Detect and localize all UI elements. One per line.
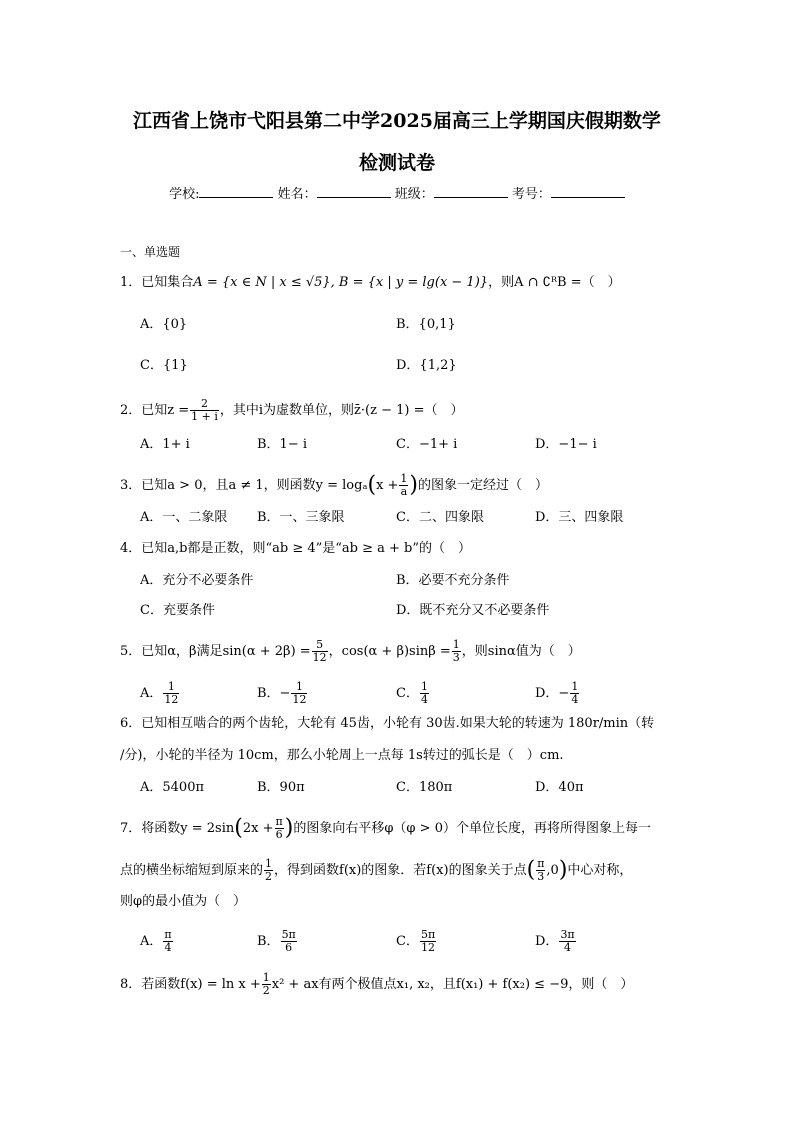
q5-a-fraction <box>163 681 179 706</box>
number-blank <box>551 185 625 198</box>
q6-number: 6． <box>120 716 142 731</box>
q7-h-den: 2 <box>265 870 273 883</box>
q3-frac-den: a <box>400 485 408 498</box>
name-blank <box>317 185 391 198</box>
q3-fraction <box>399 473 408 498</box>
school-label: 学校: <box>169 187 200 202</box>
q5-option-c <box>396 681 430 706</box>
q7-option-a <box>140 929 174 954</box>
q7-f-den: 6 <box>275 828 283 841</box>
q1-option-a: A．{0} <box>140 317 188 332</box>
q4-option-d: D．既不充分又不必要条件 <box>396 603 550 618</box>
q6-line1: 已知相互啮合的两个齿轮，大轮有 45齿，小轮有 30齿.如果大轮的转速为 180r/min（转 <box>141 716 655 731</box>
q7-d-num: 3π <box>560 928 575 941</box>
question-7 <box>120 816 651 841</box>
q2-number: 2． <box>120 403 142 418</box>
q7-b-label: B． <box>257 934 280 949</box>
q5-option-d <box>535 681 580 706</box>
q7-number: 7． <box>120 821 142 836</box>
q5-b-label: B．− <box>257 686 291 701</box>
q6-option-b: B．90π <box>257 780 305 795</box>
q5-fraction-1 <box>312 639 328 664</box>
q1-tail: ，则A ∩ ∁ᴿB =（ ） <box>488 275 621 290</box>
q1-set-a: A = {x ∈ N | x ≤ √5} <box>193 275 331 290</box>
q7-f-num: π <box>275 815 283 828</box>
q2-option-a: A．1+ i <box>140 437 190 452</box>
question-5 <box>120 639 581 664</box>
q5-f1-num: 5 <box>312 639 328 652</box>
q7-line2-mid: ，得到函数f(x)的图象．若f(x)的图象关于点 <box>274 863 527 878</box>
q3-open-paren: ( <box>367 472 377 498</box>
q7-close-paren: ) <box>284 815 294 841</box>
q6-option-a: A．5400π <box>140 780 205 795</box>
class-blank <box>434 185 508 198</box>
q5-d-num: 1 <box>571 680 579 693</box>
q5-a-num: 1 <box>163 681 179 694</box>
q8-number: 8． <box>120 977 142 992</box>
q3-number: 3． <box>120 478 142 493</box>
q7-a-fraction <box>163 929 172 954</box>
q5-fraction-2 <box>452 639 461 664</box>
q4-number: 4． <box>120 541 142 556</box>
q3-option-d: D．三、四象限 <box>535 510 624 525</box>
q7-a-num: π <box>164 928 172 941</box>
q7-d-den: 4 <box>564 941 572 954</box>
q3-frac-num: 1 <box>400 472 408 485</box>
question-3 <box>120 473 548 498</box>
q3-option-a: A．一、二象限 <box>140 510 228 525</box>
q7-point-open: ( <box>526 857 536 883</box>
q5-d-label: D．− <box>535 686 570 701</box>
q8-fraction <box>262 972 271 997</box>
q4-text: 已知a,b都是正数，则“ab ≥ 4”是“ab ≥ a + b”的（ ） <box>141 541 472 556</box>
question-8 <box>120 972 633 997</box>
q7-a-den: 4 <box>164 941 172 954</box>
q2-tail: ，其中i为虚数单位，则z̄·(z − 1) =（ ） <box>219 403 464 418</box>
question-2 <box>120 398 463 423</box>
q7-line-2 <box>120 858 632 883</box>
q1-option-b: B．{0,1} <box>396 317 456 332</box>
q7-lead: 将函数y = 2sin <box>141 821 235 836</box>
q5-b-fraction <box>291 681 307 706</box>
title-line-1: 江西省上饶市弋阳县第二中学2025届高三上学期国庆假期数学 <box>133 110 661 132</box>
q7-half-fraction <box>264 858 273 883</box>
q6-option-d: D．40π <box>535 780 584 795</box>
q5-c-num: 1 <box>420 680 428 693</box>
q5-tail: ，则sinα值为（ ） <box>461 644 581 659</box>
q7-option-d <box>535 929 577 954</box>
q7-line2-lead: 点的横坐标缩短到原来的 <box>120 863 264 878</box>
q7-line2-tail: 中心对称， <box>567 863 633 878</box>
q6-line2: /分)，小轮的半径为 10cm，那么小轮周上一点每 1s转过的弧长是（ ）cm. <box>120 748 564 763</box>
q7-a-label: A． <box>140 934 163 949</box>
q5-d-den: 4 <box>571 693 579 706</box>
q5-option-b <box>257 681 308 706</box>
q1-lead: 已知集合 <box>141 275 194 290</box>
q5-d-fraction <box>570 681 579 706</box>
q7-open-paren: ( <box>234 815 243 841</box>
student-info <box>0 183 794 202</box>
class-label: 班级： <box>394 187 434 202</box>
section-heading: 一、单选题 <box>120 245 181 259</box>
q5-option-a <box>140 681 180 706</box>
q5-lead: 已知α，β满足sin(α + 2β) = <box>141 644 311 659</box>
title-line-2: 检测试卷 <box>358 152 435 174</box>
q7-h-num: 1 <box>265 857 273 870</box>
q7-c-den: 12 <box>421 941 436 954</box>
q7-fraction <box>275 816 284 841</box>
q5-f2-num: 1 <box>452 638 460 651</box>
q7-option-c <box>396 929 437 954</box>
q8-f-num: 1 <box>262 971 270 984</box>
q5-a-label: A． <box>140 686 163 701</box>
question-4 <box>120 541 471 557</box>
q8-tail: x² + ax有两个极值点x₁, x₂，且f(x₁) + f(x₂) ≤ −9，则（ ） <box>271 977 634 992</box>
q5-f1-den: 12 <box>312 651 327 664</box>
q3-tail: 的图象一定经过（ ） <box>418 478 549 493</box>
q4-option-c: C．充要条件 <box>140 603 215 618</box>
q5-mid: ，cos(α + β)sinβ = <box>328 644 451 659</box>
q7-inner: 2x + <box>242 821 274 836</box>
q2-frac-num: 2 <box>190 398 219 411</box>
q3-option-c: C．二、四象限 <box>396 510 484 525</box>
q3-lead: 已知a > 0，且a ≠ 1，则函数y = logₐ <box>141 478 368 493</box>
q2-option-c: C．−1+ i <box>396 437 458 452</box>
q7-p-num: π <box>537 857 545 870</box>
q7-option-b <box>257 929 298 954</box>
q2-frac-den: 1 + i <box>191 410 218 423</box>
q2-lead: 已知z = <box>141 403 190 418</box>
q5-b-num: 1 <box>291 681 307 694</box>
q2-fraction <box>190 398 219 423</box>
school-blank <box>199 185 273 198</box>
question-1 <box>120 275 621 291</box>
q1-number: 1． <box>120 275 142 290</box>
q5-c-label: C． <box>396 686 419 701</box>
q5-f2-den: 3 <box>452 651 460 664</box>
q7-p-den: 3 <box>537 870 545 883</box>
number-label: 考号： <box>511 187 551 202</box>
q7-line-3: 则φ的最小值为（ ） <box>120 894 247 909</box>
q7-b-num: 5π <box>281 928 296 941</box>
q5-c-den: 4 <box>420 693 428 706</box>
q5-b-den: 12 <box>292 693 307 706</box>
q1-option-d: D．{1,2} <box>396 358 457 373</box>
q7-d-label: D． <box>535 934 559 949</box>
q3-close-paren: ) <box>409 472 419 498</box>
q8-f-den: 2 <box>262 984 270 997</box>
q8-lead: 若函数f(x) = ln x + <box>141 977 261 992</box>
q1-set-b: , B = {x | y = lg(x − 1)} <box>330 275 489 290</box>
q3-inner: x + <box>376 478 399 493</box>
q7-c-label: C． <box>396 934 419 949</box>
q4-option-a: A．充分不必要条件 <box>140 573 254 588</box>
q4-option-b: B．必要不充分条件 <box>396 573 510 588</box>
question-6-line-1 <box>120 716 654 732</box>
q7-point-close: ) <box>558 857 568 883</box>
q5-number: 5． <box>120 644 142 659</box>
q5-c-fraction <box>420 681 429 706</box>
name-label: 姓名： <box>277 187 317 202</box>
q2-option-d: D．−1− i <box>535 437 597 452</box>
q2-option-b: B．1− i <box>257 437 308 452</box>
q7-b-den: 6 <box>285 941 293 954</box>
q7-p-tail: ,0 <box>546 863 559 878</box>
q7-c-fraction <box>420 929 436 954</box>
q7-point-fraction <box>536 858 545 883</box>
q6-option-c: C．180π <box>396 780 453 795</box>
q1-option-c: C．{1} <box>140 358 188 373</box>
q5-a-den: 12 <box>164 693 179 706</box>
q7-b-fraction <box>281 929 297 954</box>
q3-option-b: B．一、三象限 <box>257 510 345 525</box>
q7-c-num: 5π <box>420 928 436 941</box>
q7-tail1: 的图象向右平移φ（φ > 0）个单位长度，再将所得图象上每一 <box>293 821 651 836</box>
q7-d-fraction <box>559 929 575 954</box>
